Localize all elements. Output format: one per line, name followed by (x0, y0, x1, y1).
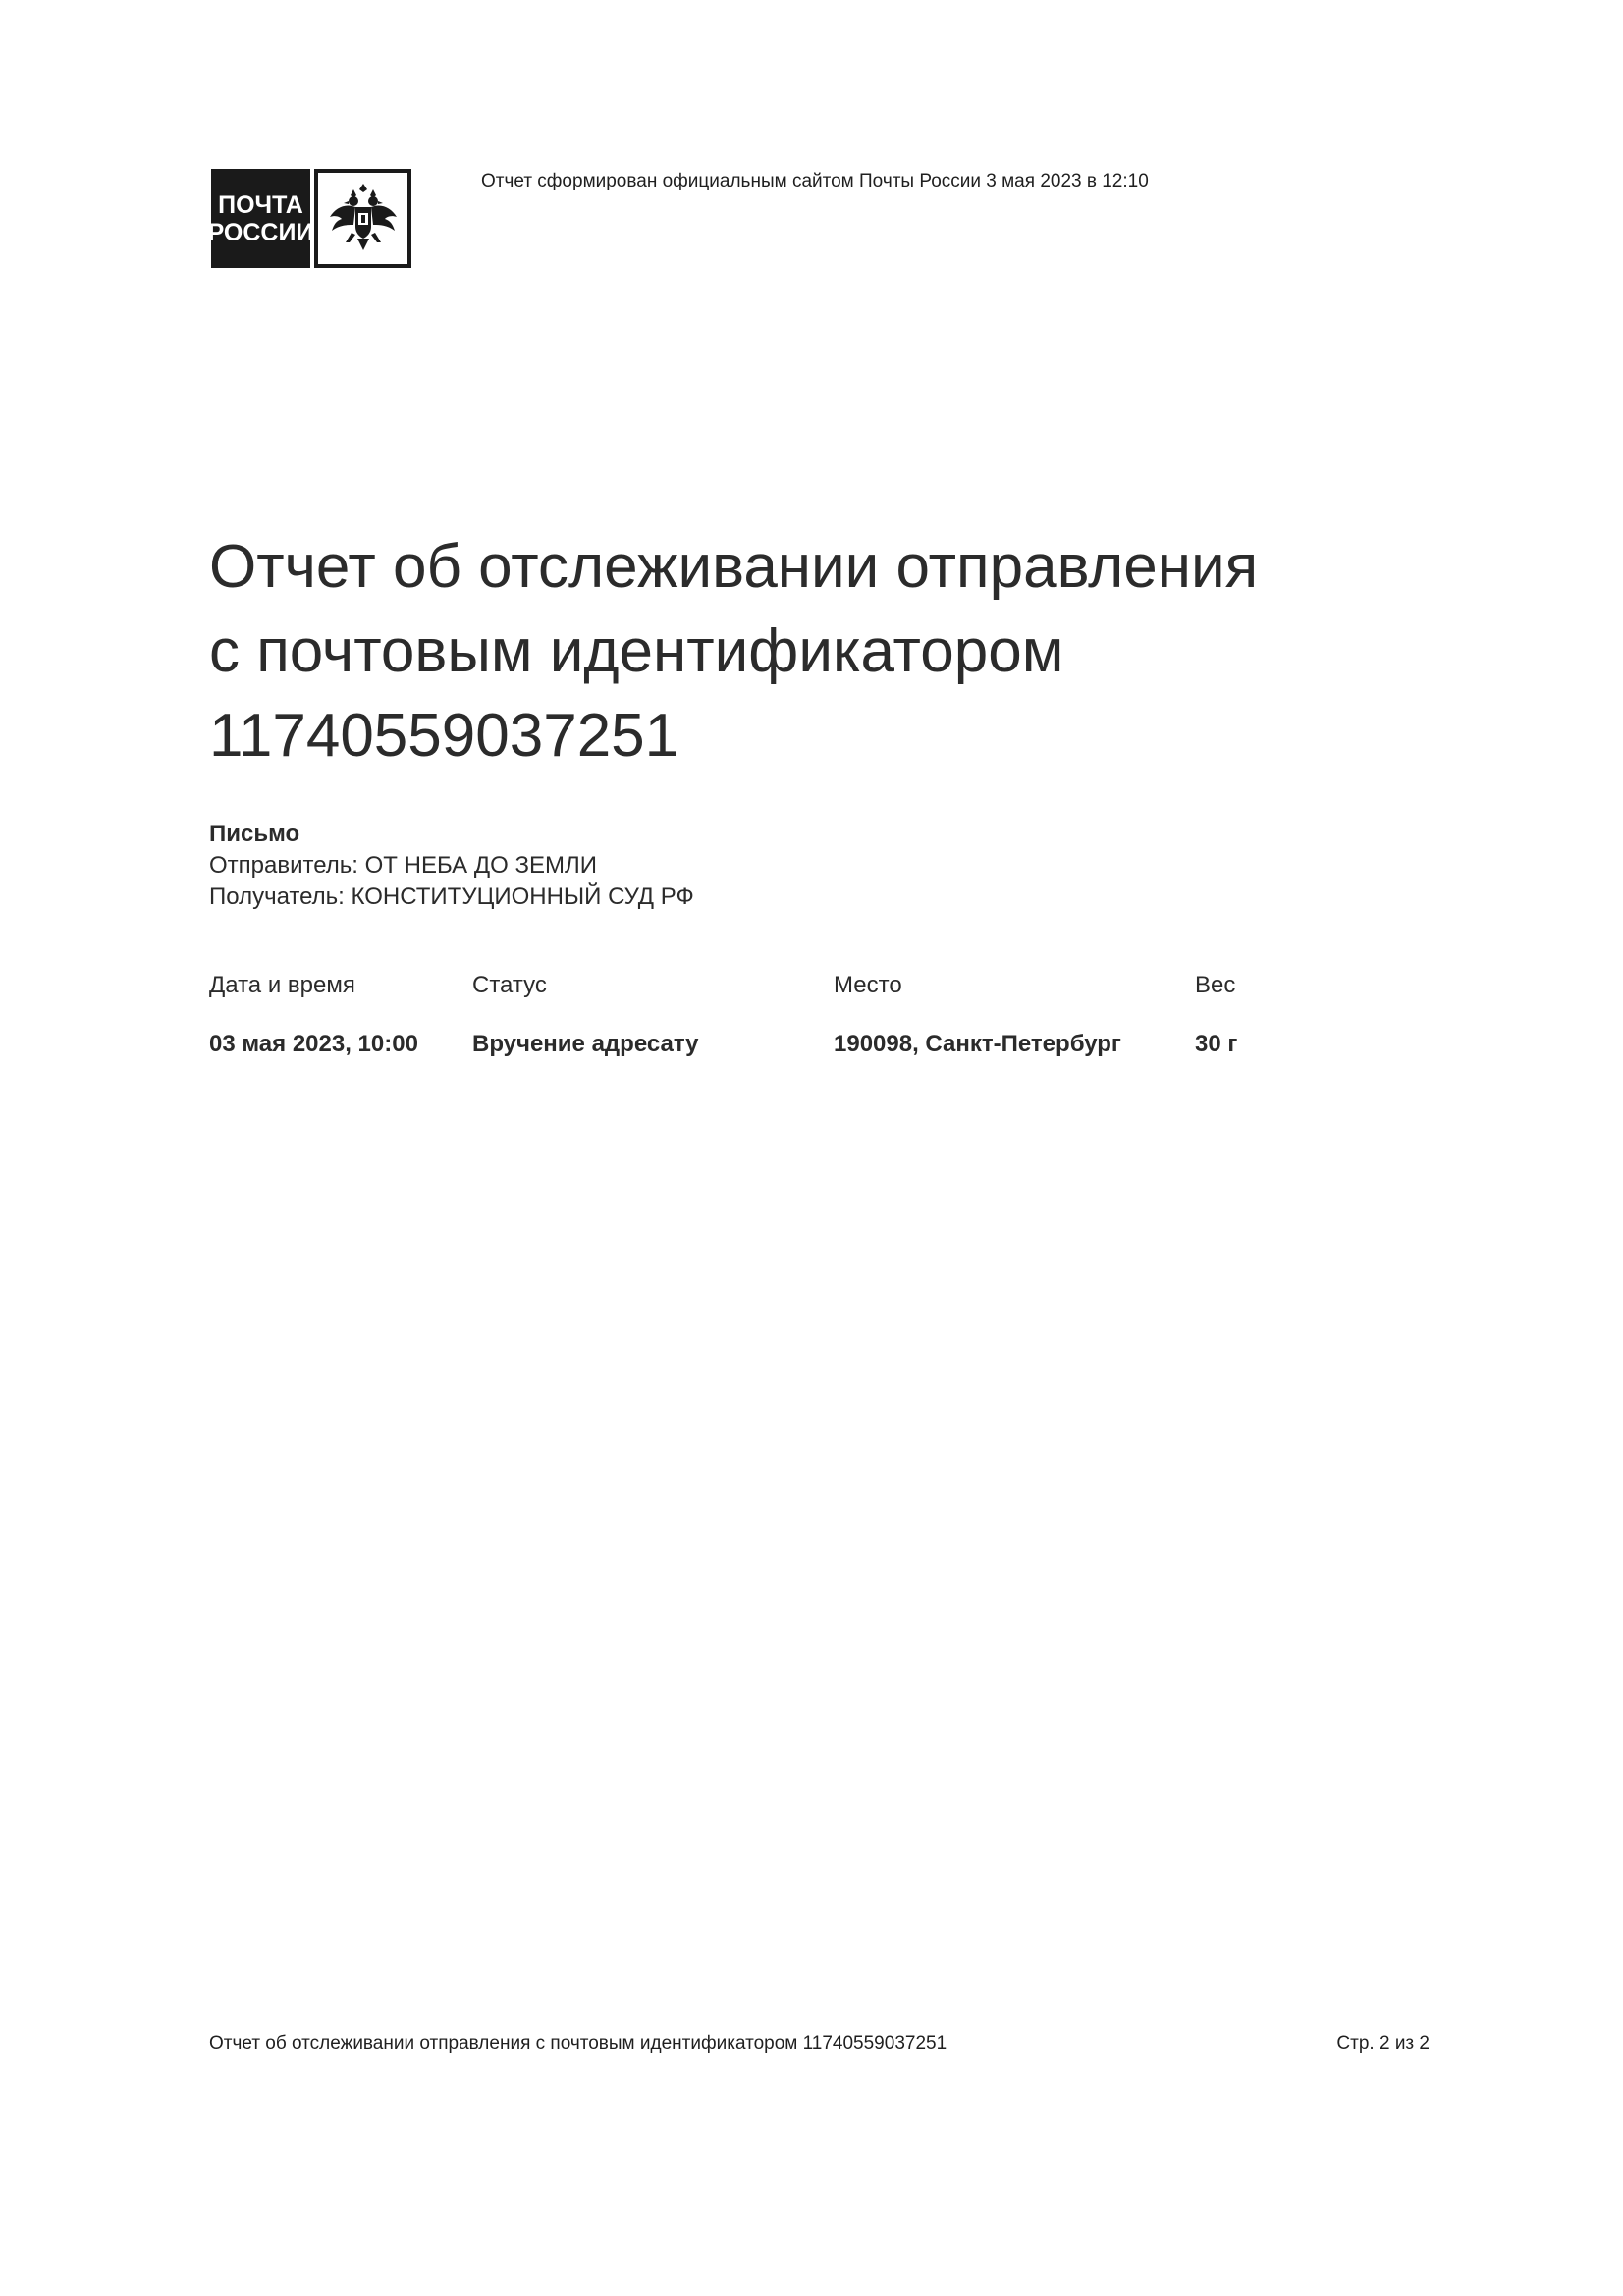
report-generated-note: Отчет сформирован официальным сайтом Почты России 3 мая 2023 в 12:10 (481, 171, 1149, 191)
column-header-place: Место (834, 972, 902, 998)
tracking-id: 11740559037251 (209, 702, 679, 770)
russian-post-logo (207, 169, 411, 268)
title-line-2: с почтовым идентификатором (209, 617, 1064, 685)
cell-place: 190098, Санкт-Петербург (834, 1031, 1121, 1057)
column-header-weight: Вес (1195, 972, 1236, 998)
page-number: Стр. 2 из 2 (1336, 2033, 1430, 2054)
column-header-status: Статус (472, 972, 547, 998)
double-headed-eagle-icon (314, 169, 411, 268)
logo-wordmark (207, 169, 314, 268)
tracking-history-table (209, 972, 1427, 1070)
cell-datetime: 03 мая 2023, 10:00 (209, 1031, 418, 1057)
report-title (209, 525, 1387, 778)
cell-weight: 30 г (1195, 1031, 1238, 1057)
sender-line: Отправитель: ОТ НЕБА ДО ЗЕМЛИ (209, 852, 597, 879)
logo-line-2: РОССИИ (207, 218, 314, 246)
cell-status: Вручение адресату (472, 1031, 699, 1057)
footer-description: Отчет об отслеживании отправления с почтовым идентификатором 11740559037251 (209, 2033, 947, 2054)
title-line-1: Отчет об отслеживании отправления (209, 533, 1259, 601)
recipient-line: Получатель: КОНСТИТУЦИОННЫЙ СУД РФ (209, 883, 694, 910)
shipment-type: Письмо (209, 821, 300, 847)
logo-line-1: ПОЧТА (218, 190, 303, 219)
table-header-row (209, 972, 1427, 1011)
column-header-datetime: Дата и время (209, 972, 355, 998)
table-row (209, 1031, 1427, 1070)
